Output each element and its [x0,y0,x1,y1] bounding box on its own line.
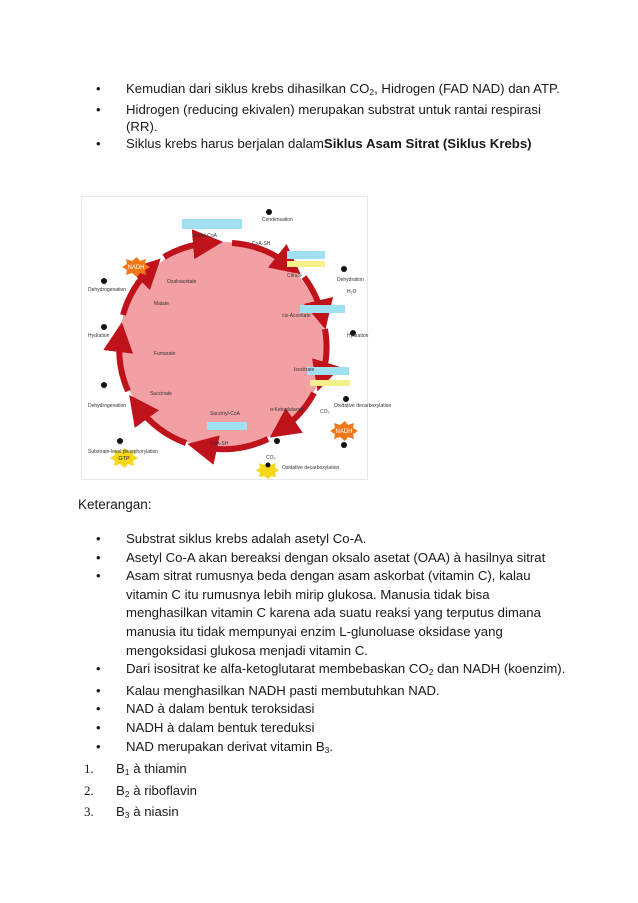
list-item [90,660,570,682]
nadh-burst-icon [330,421,358,441]
bullet-icon: • [96,661,101,677]
list-item [90,549,570,568]
bullet-icon: • [96,136,101,151]
svg-text:Hydration: Hydration [88,333,110,339]
list-item [90,135,560,152]
vitamin-numbered-list [84,760,384,825]
bullet-icon: • [96,701,101,717]
list-number: 1. [84,761,94,776]
bullet-icon: • [96,568,101,584]
bullet-icon: • [96,682,101,698]
svg-text:CoA-SH: CoA-SH [210,441,229,447]
list-number: 3. [84,804,94,820]
krebs-cycle-figure [82,197,392,479]
svg-text:CoA-SH: CoA-SH [252,241,271,247]
bullet-text: Asam sitrat rumusnya beda dengan asam askorbat (vitamin C), kalau vitamin C itu rumusnya lebih mirip glukosa. Manusia tidak bisa menghasilkan vitamin C karena ada suatu reaksi yang terputus dimana manusia itu tidak mempunyai enzim L-glunoluase oksidase yang mengoksidasi glukosa menjadi vitamin C. [126,568,541,658]
svg-text:Hydration: Hydration [347,333,369,339]
bullet-text: Hidrogen (reducing ekivalen) merupakan substrat untuk rantai respirasi (RR). [126,102,541,134]
svg-text:Isocitrate: Isocitrate [294,367,315,373]
svg-text:Acetyl-CoA: Acetyl-CoA [192,233,218,239]
svg-text:α-Ketoglutarate: α-Ketoglutarate [270,407,305,413]
svg-text:Succinate: Succinate [150,391,172,397]
bullet-text: Kalau menghasilkan NADH pasti membutuhkan NAD. [126,682,440,698]
intro-bullet-list [90,80,560,152]
svg-text:GTP: GTP [118,456,130,462]
svg-text:Citrate: Citrate [287,273,302,279]
svg-text:Substrate-level phosphorylatio: Substrate-level phosphorylation [88,449,159,455]
svg-text:Dehydrogenation: Dehydrogenation [88,287,127,293]
bullet-text: Siklus krebs harus berjalan dalamSiklus Asam Sitrat (Siklus Krebs) [126,136,532,151]
svg-text:H₂O: H₂O [347,289,357,295]
svg-text:NADH: NADH [127,265,145,271]
bullet-icon: • [96,719,101,735]
list-item [90,567,570,660]
bold-phrase: Siklus Asam Sitrat (Siklus Krebs) [323,136,532,151]
svg-text:Dehydrogenation: Dehydrogenation [88,403,127,409]
bullet-text: Kemudian dari siklus krebs dihasilkan $CO_2$, Hidrogen (FAD NAD) dan ATP. [126,81,560,97]
list-item: 1. $B_1$ à thiamin [84,761,187,777]
list-item [90,101,560,135]
svg-text:CO₂: CO₂ [266,455,276,461]
bullet-text: NAD à dalam bentuk teroksidasi [126,701,315,717]
keterangan-heading: Keterangan: [78,497,152,512]
svg-text:Oxidative decarboxylation: Oxidative decarboxylation [334,403,392,409]
bullet-text: NADH à dalam bentuk tereduksi [126,719,315,735]
krebs-cycle-diagram [82,197,392,479]
svg-text:Condensation: Condensation [262,217,293,223]
list-item [90,530,570,549]
bullet-icon: • [96,549,101,565]
svg-text:Oxidative decarboxylation: Oxidative decarboxylation [282,465,340,471]
svg-text:cis-Aconitate: cis-Aconitate [282,313,311,319]
bullet-icon: • [96,531,101,546]
list-item: 2. $B_2$ à riboflavin [84,782,197,799]
bullet-icon: • [96,81,101,96]
svg-text:NADH: NADH [335,429,353,435]
bullet-text: Asetyl Co-A akan bereaksi dengan oksalo asetat (OAA) à hasilnya sitrat [126,549,546,565]
svg-text:Fumarate: Fumarate [154,351,176,357]
list-number: 2. [84,782,94,798]
list-item [90,738,570,760]
keterangan-bullet-list [90,530,570,759]
svg-text:Dehydration: Dehydration [337,277,364,283]
bullet-text: Substrat siklus krebs adalah asetyl Co-A. [126,531,367,546]
bullet-icon: • [96,738,101,754]
list-item [90,700,570,719]
bullet-text: NAD merupakan derivat vitamin $B_3$. [126,738,334,755]
list-item [90,682,570,701]
svg-text:Malate: Malate [154,301,170,307]
list-item [90,80,560,101]
list-item [90,719,570,738]
bullet-text: Dari isositrat ke alfa-ketoglutarat membebaskan $CO_2$ dan NADH (koenzim). [126,661,566,678]
svg-text:Oxaloacetate: Oxaloacetate [167,279,197,285]
bullet-icon: • [96,102,101,117]
svg-text:Succinyl-CoA: Succinyl-CoA [210,411,241,417]
list-item: 3. $B_3$ à niasin [84,804,179,821]
svg-text:CO₂: CO₂ [320,409,330,415]
